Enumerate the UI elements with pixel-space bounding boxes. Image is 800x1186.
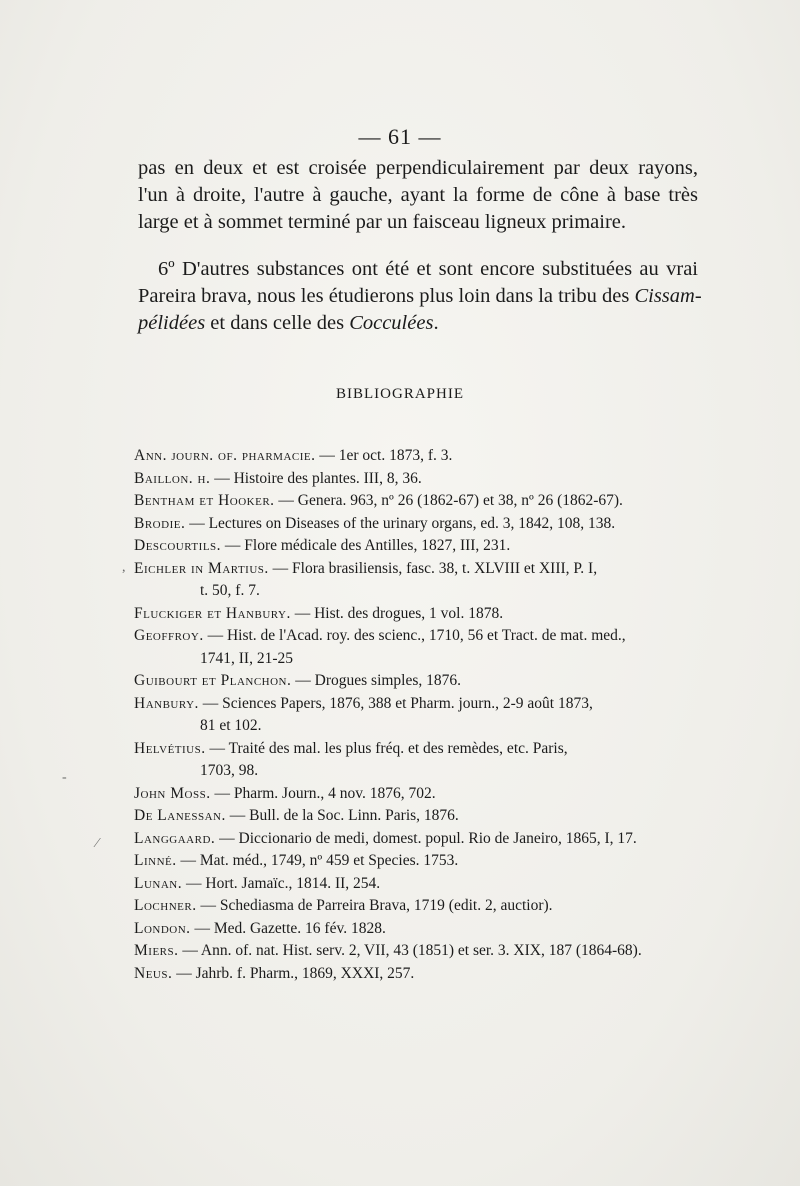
bibliography-entry — [134, 625, 700, 670]
bibliography-entry — [134, 490, 700, 513]
entry-text: — Jahrb. f. Pharm., 1869, XXXI, 257. — [172, 964, 415, 982]
bibliography-entry — [134, 963, 700, 986]
entry-author: Hanbury. — [134, 694, 199, 712]
bibliography-entry — [134, 693, 700, 738]
bibliography-entry — [134, 445, 700, 468]
entry-author: Ann. journ. of. pharmacie. — [134, 447, 316, 464]
paragraph-substitutes — [138, 256, 702, 337]
entry-author: Brodie. — [134, 514, 186, 532]
bibliography-entry — [134, 940, 700, 963]
bibliography-entry — [134, 535, 700, 558]
bibliography-entry — [134, 670, 700, 693]
bibliography-entry — [134, 558, 700, 603]
entry-author: John Moss. — [134, 784, 211, 802]
entry-text: — Lectures on Diseases of the urinary organs, ed. 3, 1842, 108, 138. — [185, 514, 616, 532]
entry-text: — Bull. de la Soc. Linn. Paris, 1876. — [225, 807, 459, 824]
entry-author: Geoffroy. — [134, 627, 204, 644]
page-number: — 61 — — [358, 124, 442, 149]
paragraph-continuation — [138, 155, 698, 236]
entry-continuation: 81 et 102. — [200, 717, 262, 734]
bibliography-entry — [134, 850, 700, 873]
entry-author: De Lanessan. — [134, 807, 226, 824]
bibliography-entry — [134, 805, 700, 828]
entry-text: — Flora brasiliensis, fasc. 38, t. XLVIII et XIII, P. I, — [268, 559, 598, 577]
bibliography-list — [134, 445, 700, 985]
entry-author: Neus. — [134, 964, 173, 982]
bibliography-entry — [134, 873, 700, 896]
text-line: 6º D'autres substances ont été et sont encore substituées au vrai — [158, 258, 698, 280]
entry-continuation: 1703, 98. — [200, 762, 259, 779]
entry-continuation: t. 50, f. 7. — [200, 582, 260, 599]
entry-author: Bentham et Hooker. — [134, 492, 275, 509]
bibliography-entry — [134, 738, 700, 783]
entry-text: — Schediasma de Parreira Brava, 1719 (edit. 2, auctior). — [196, 897, 553, 914]
margin-mark: , — [122, 560, 126, 575]
entry-author: Fluckiger et Hanbury. — [134, 604, 291, 622]
entry-text: — Traité des mal. les plus fréq. et des remèdes, etc. Paris, — [205, 739, 568, 757]
entry-text: — Ann. of. nat. Hist. serv. 2, VII, 43 (1851) et ser. 3. XIX, 187 (1864-68). — [178, 942, 642, 959]
text-line: Pareira brava, nous les étudierons plus loin dans la tribu des Cissam- — [138, 285, 702, 307]
margin-mark: - — [62, 770, 67, 785]
entry-text: — Med. Gazette. 16 fév. 1828. — [190, 919, 386, 937]
text-line: pas en deux et est croisée perpendiculairement par deux rayons, — [138, 157, 698, 179]
entry-author: Helvétius. — [134, 739, 206, 757]
entry-text: — Hort. Jamaïc., 1814. II, 254. — [182, 874, 381, 892]
entry-author: Miers. — [134, 942, 179, 959]
margin-mark: ⁄ — [96, 836, 99, 851]
bibliography-entry — [134, 783, 700, 806]
section-heading: BIBLIOGRAPHIE — [336, 386, 464, 402]
entry-text: — Flore médicale des Antilles, 1827, III, 231. — [221, 537, 511, 554]
entry-author: Eichler in Martius. — [134, 559, 269, 577]
entry-text: — 1er oct. 1873, f. 3. — [315, 447, 453, 464]
entry-continuation: 1741, II, 21-25 — [200, 649, 293, 667]
entry-author: Lochner. — [134, 897, 197, 914]
entry-text: — Genera. 963, nº 26 (1862-67) et 38, nº 26 (1862-67). — [274, 492, 623, 509]
bibliography-entry — [134, 468, 700, 491]
entry-author: Linné. — [134, 852, 177, 869]
bibliography-entry — [134, 603, 700, 626]
entry-author: London. — [134, 919, 191, 937]
bibliography-entry — [134, 895, 700, 918]
text-line: l'un à droite, l'autre à gauche, ayant la forme de cône à base très — [138, 184, 698, 206]
entry-text: — Drogues simples, 1876. — [291, 672, 462, 689]
entry-text: — Diccionario de medi, domest. popul. Rio de Janeiro, 1865, I, 17. — [215, 829, 637, 847]
entry-author: Lunan. — [134, 874, 183, 892]
entry-text: — Sciences Papers, 1876, 388 et Pharm. journ., 2-9 août 1873, — [198, 694, 593, 712]
entry-author: Langgaard. — [134, 829, 216, 847]
entry-author: Baillon. h. — [134, 469, 211, 487]
text-line: pélidées et dans celle des Cocculées. — [138, 312, 439, 334]
entry-text: — Pharm. Journ., 4 nov. 1876, 702. — [210, 784, 436, 802]
text-line: large et à sommet terminé par un faisceau ligneux primaire. — [138, 211, 627, 233]
entry-author: Guibourt et Planchon. — [134, 672, 292, 689]
entry-text: — Mat. méd., 1749, nº 459 et Species. 1753. — [176, 852, 459, 869]
entry-text: — Hist. des drogues, 1 vol. 1878. — [290, 604, 504, 622]
entry-text: — Hist. de l'Acad. roy. des scienc., 1710, 56 et Tract. de mat. med., — [203, 627, 626, 644]
bibliography-entry — [134, 828, 700, 851]
entry-text: — Histoire des plantes. III, 8, 36. — [210, 469, 422, 487]
bibliography-entry — [134, 918, 700, 941]
bibliography-entry — [134, 513, 700, 536]
entry-author: Descourtils. — [134, 537, 222, 554]
